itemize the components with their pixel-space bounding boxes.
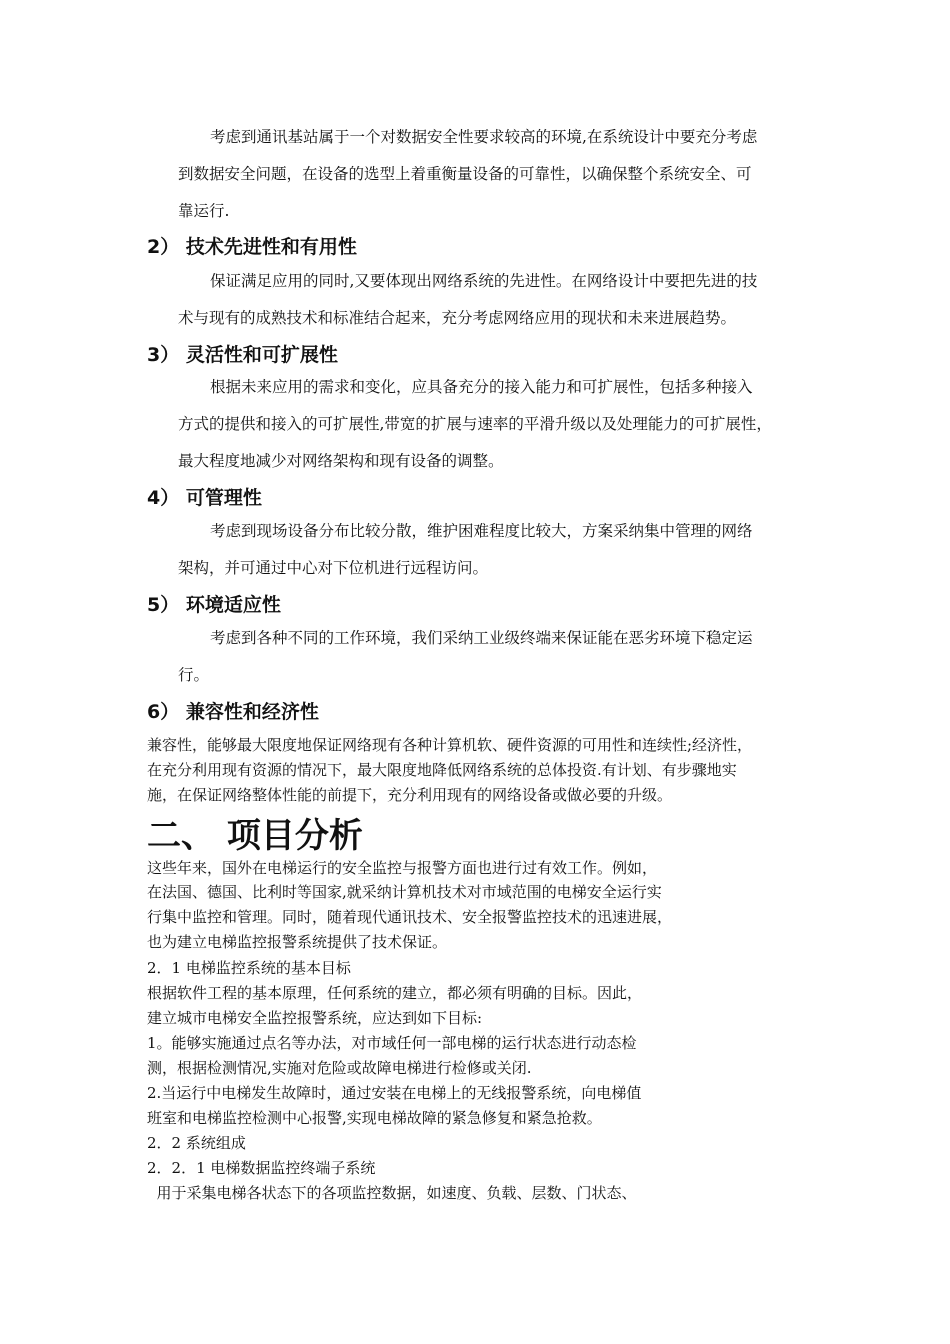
- paragraph-line: 在充分利用现有资源的情况下，最大限度地降低网络系统的总体投资.有计划、有步骤地实: [147, 761, 737, 779]
- paragraph-line: 靠运行.: [178, 202, 230, 220]
- paragraph-line: 测，根据检测情况,实施对危险或故障电梯进行检修或关闭.: [147, 1059, 532, 1077]
- section-heading: 6） 兼容性和经济性: [147, 701, 319, 723]
- paragraph-line: 根据软件工程的基本原理，任何系统的建立，都必须有明确的目标。因此，: [147, 984, 643, 1002]
- section-heading: 2） 技术先进性和有用性: [147, 236, 357, 258]
- section-heading: 5） 环境适应性: [147, 594, 281, 616]
- paragraph-line: 保证满足应用的同时,又要体现出网络系统的先进性。在网络设计中要把先进的技: [210, 272, 758, 290]
- paragraph-line: 行。: [178, 666, 210, 684]
- subsection-heading: 2．2．1 电梯数据监控终端子系统: [147, 1159, 376, 1177]
- paragraph-line: 也为建立电梯监控报警系统提供了技术保证。: [147, 933, 448, 951]
- paragraph-line: 根据未来应用的需求和变化，应具备充分的接入能力和可扩展性，包括多种接入: [210, 378, 753, 396]
- paragraph-line: 用于采集电梯各状态下的各项监控数据，如速度、负载、层数、门状态、: [147, 1184, 637, 1202]
- paragraph-line: 架构，并可通过中心对下位机进行远程访问。: [178, 559, 489, 577]
- subsection-heading: 2．1 电梯监控系统的基本目标: [147, 959, 351, 977]
- subsection-heading: 2．2 系统组成: [147, 1134, 246, 1152]
- paragraph-line: 行集中监控和管理。同时，随着现代通讯技术、安全报警监控技术的迅速进展，: [147, 908, 673, 926]
- chapter-title: 二、 项目分析: [147, 816, 363, 856]
- section-heading: 3） 灵活性和可扩展性: [147, 344, 338, 366]
- paragraph-line: 在法国、德国、比利时等国家,就采纳计算机技术对市域范围的电梯安全运行实: [147, 883, 662, 901]
- paragraph-line: 考虑到现场设备分布比较分散，维护困难程度比较大，方案采纳集中管理的网络: [210, 522, 753, 540]
- paragraph-line: 施，在保证网络整体性能的前提下，充分利用现有的网络设备或做必要的升级。: [147, 786, 673, 804]
- paragraph-line: 方式的提供和接入的可扩展性,带宽的扩展与速率的平滑升级以及处理能力的可扩展性，: [178, 415, 772, 433]
- paragraph-line: 这些年来，国外在电梯运行的安全监控与报警方面也进行过有效工作。例如，: [147, 859, 658, 877]
- paragraph-line: 班室和电梯监控检测中心报警,实现电梯故障的紧急修复和紧急抢救。: [147, 1109, 602, 1127]
- paragraph-line: 建立城市电梯安全监控报警系统，应达到如下目标:: [147, 1009, 483, 1027]
- paragraph-line: 术与现有的成熟技术和标准结合起来，充分考虑网络应用的现状和未来进展趋势。: [178, 309, 737, 327]
- paragraph-line: 1。能够实施通过点名等办法，对市域任何一部电梯的运行状态进行动态检: [147, 1034, 637, 1052]
- paragraph-line: 到数据安全问题，在设备的选型上着重衡量设备的可靠性，以确保整个系统安全、可: [178, 165, 752, 183]
- section-heading: 4） 可管理性: [147, 487, 262, 509]
- paragraph-line: 考虑到各种不同的工作环境，我们采纳工业级终端来保证能在恶劣环境下稳定运: [210, 629, 753, 647]
- paragraph-line: 最大程度地减少对网络架构和现有设备的调整。: [178, 452, 504, 470]
- paragraph-line: 兼容性，能够最大限度地保证网络现有各种计算机软、硬件资源的可用性和连续性;经济性，: [147, 736, 753, 754]
- paragraph-line: 2.当运行中电梯发生故障时，通过安装在电梯上的无线报警系统，向电梯值: [147, 1084, 642, 1102]
- paragraph-line: 考虑到通讯基站属于一个对数据安全性要求较高的环境,在系统设计中要充分考虑: [210, 128, 758, 146]
